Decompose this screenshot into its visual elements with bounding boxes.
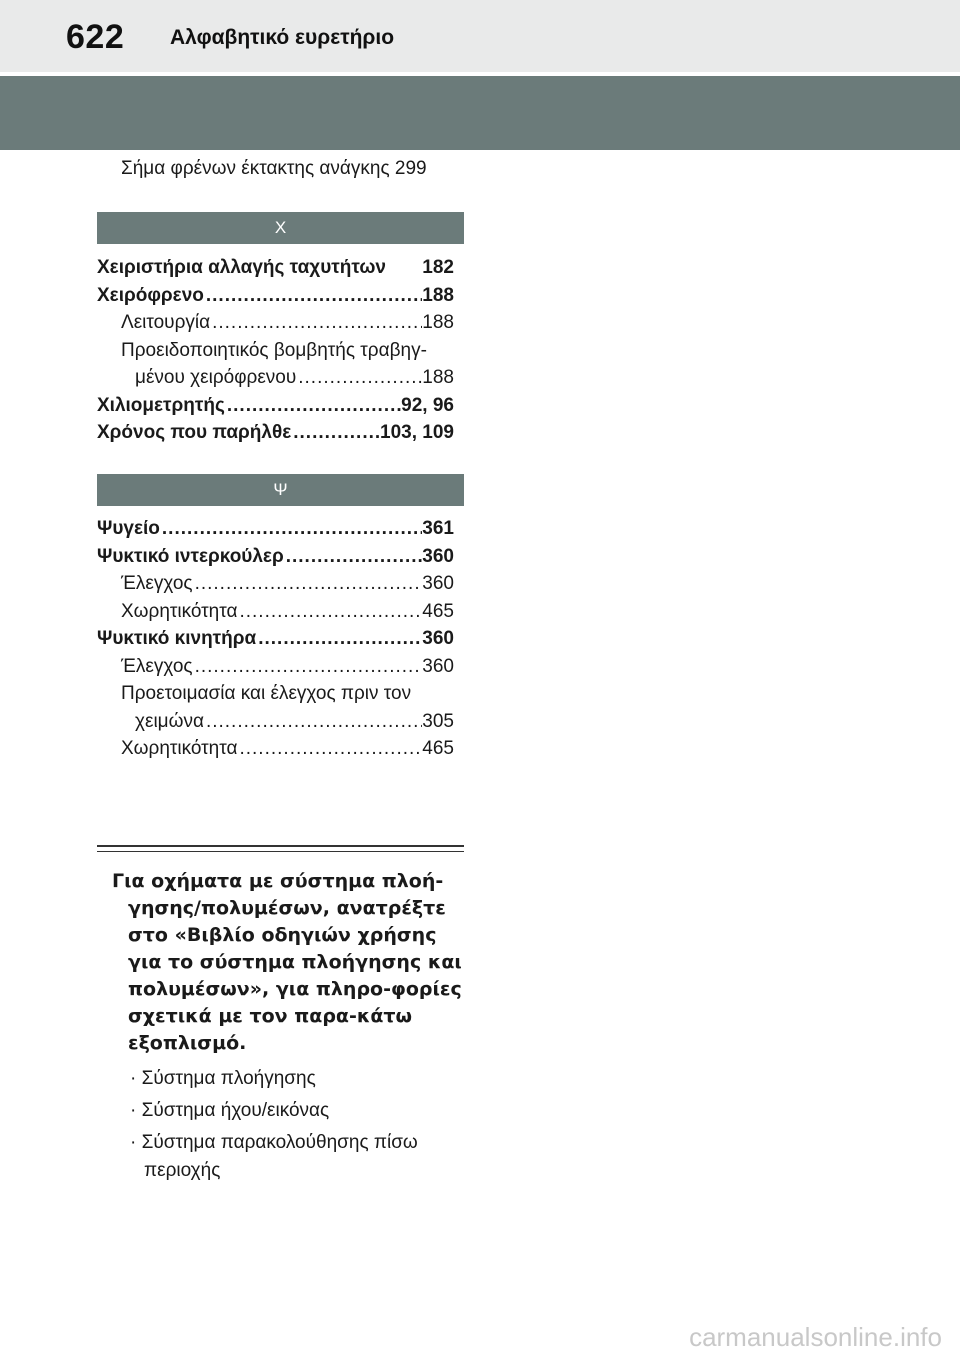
divider-line xyxy=(97,845,464,847)
index-subentry: Χωρητικότητα ..... 465 xyxy=(97,735,464,763)
section-letter-bar xyxy=(97,212,464,244)
index-section-chi xyxy=(97,254,464,447)
note-text: Για οχήματα με σύστημα πλοή-γησης/πολυμέσων, ανατρέξτε στο «Βιβλίο οδηγιών χρήσης για το σύστημα πλοήγησης και πολυμέσων», για πληρο-φορίες σχετικά με τον παρα-κάτω εξοπλισμό. xyxy=(112,870,462,1054)
watermark: carmanualsonline.info xyxy=(689,1322,942,1352)
header-band xyxy=(0,76,960,150)
index-section-psi xyxy=(97,515,464,763)
section-letter-bar xyxy=(97,474,464,506)
index-subentry: Έλεγχος ..... 360 xyxy=(97,570,464,598)
index-subentry: Λειτουργία ..... 188 xyxy=(97,309,464,337)
continued-entry xyxy=(97,155,464,183)
index-subentry: Έλεγχος ..... 360 xyxy=(97,653,464,681)
index-entry: Χρόνος που παρήλθε ..... 103, 109 xyxy=(97,419,464,447)
page-number: 622 xyxy=(66,18,125,56)
index-subentry: Χωρητικότητα ..... 465 xyxy=(97,598,464,626)
header-bar xyxy=(0,0,960,72)
section-letter: Χ xyxy=(274,218,287,237)
index-entry: Χιλιομετρητής ..... 92, 96 xyxy=(97,392,464,420)
dot-leader xyxy=(210,309,422,337)
dot-leader xyxy=(204,282,422,310)
index-entry: Χειρόφρενο ..... 188 xyxy=(97,282,464,310)
index-subentry: Προετοιμασία και έλεγχος πριν τον xyxy=(121,683,412,704)
index-subentry: Προειδοποιητικός βομβητής τραβηγ- xyxy=(121,339,427,361)
dot-leader xyxy=(204,708,422,736)
index-entry: Ψυκτικό ιντερκούλερ ..... 360 xyxy=(97,543,464,571)
divider-line xyxy=(97,851,464,852)
dot-leader xyxy=(160,515,422,543)
index-entry: Σήμα φρένων έκτακτης ανάγκης 299 xyxy=(121,158,427,179)
dot-leader xyxy=(193,653,423,681)
dot-leader xyxy=(284,543,423,571)
index-entry: Ψυκτικό κινητήρα ..... 360 xyxy=(97,625,464,653)
note-bullet: · Σύστημα πλοήγησης xyxy=(130,1068,316,1089)
dot-leader xyxy=(193,570,423,598)
index-entry: Χειριστήρια αλλαγής ταχυτήτων 182 xyxy=(97,257,454,278)
index-subentry: μένου χειρόφρενου ..... 188 xyxy=(97,364,464,392)
note-bullet: · Σύστημα ήχου/εικόνας xyxy=(130,1100,330,1121)
page-title: Αλφαβητικό ευρετήριο xyxy=(170,26,395,49)
dot-leader xyxy=(237,735,422,763)
dot-leader xyxy=(237,598,422,626)
dot-leader xyxy=(291,419,380,447)
navigation-note xyxy=(112,868,464,1185)
note-bullet: · Σύστημα παρακολούθησης πίσω περιοχής xyxy=(130,1132,418,1181)
index-entry: Ψυγείο ..... 361 xyxy=(97,515,464,543)
section-letter: Ψ xyxy=(273,480,288,499)
index-subentry: χειμώνα ..... 305 xyxy=(97,708,464,736)
dot-leader xyxy=(296,364,422,392)
dot-leader xyxy=(225,392,401,420)
dot-leader xyxy=(256,625,422,653)
